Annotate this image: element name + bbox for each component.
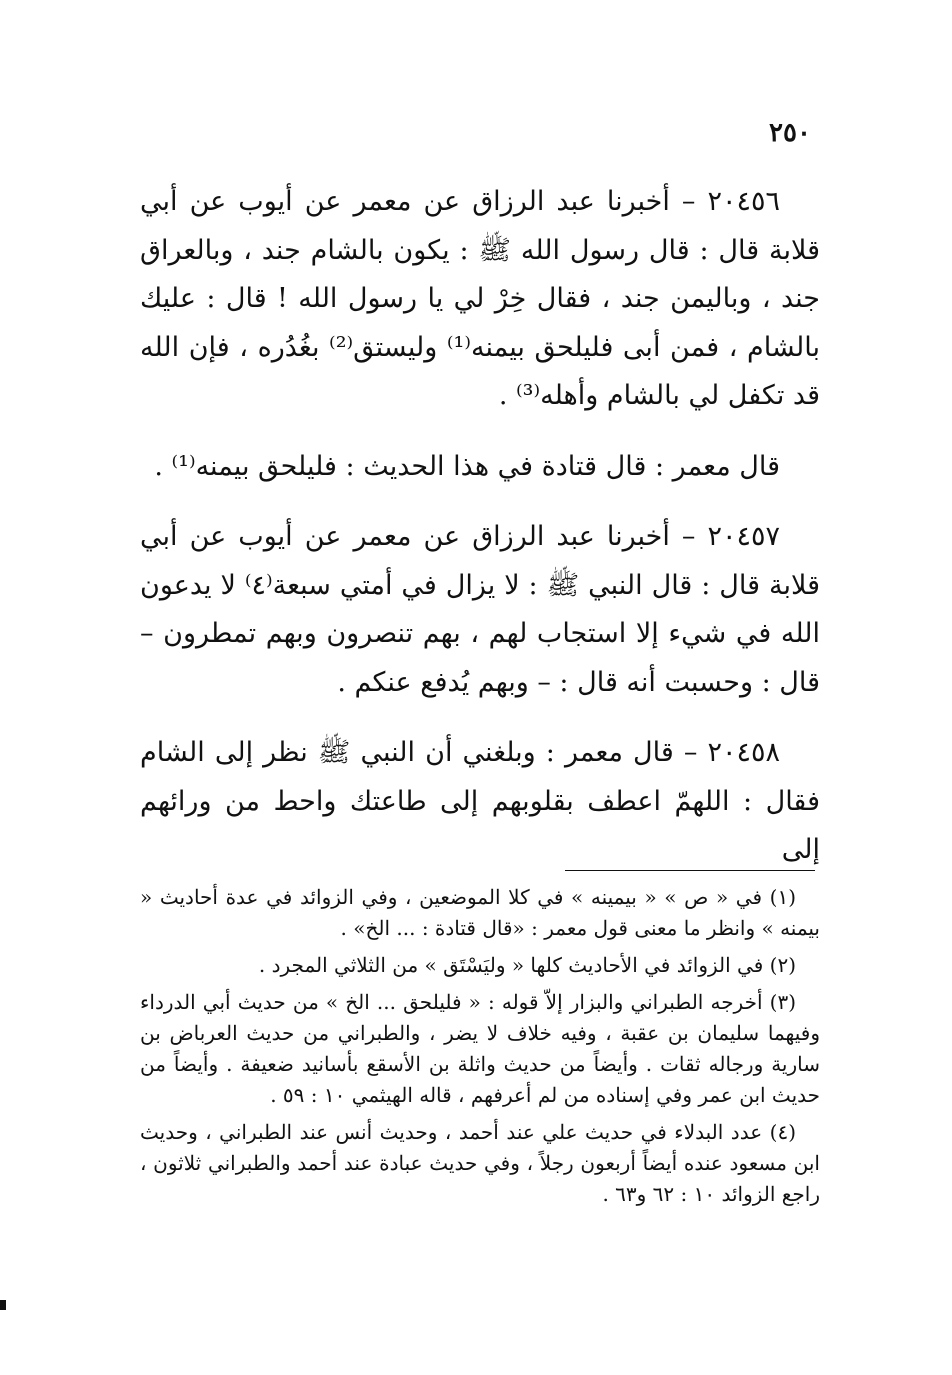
hadith-20458: ٢٠٤٥٨ – قال معمر : وبلغني أن النبي ﷺ نظر إلى الشام فقال : اللهمّ اعطف بقلوبهم إلى طاعتك واحط من ورائهم إلى	[140, 737, 820, 865]
footnote-2: (٢) في الزوائد في الأحاديث كلها « وليَسْتَق » من الثلاثي المجرد .	[258, 953, 796, 977]
page-number: ٢٥٠	[769, 118, 811, 148]
scan-mark	[0, 1300, 6, 1310]
hadith-20456: ٢٠٤٥٦ – أخبرنا عبد الرزاق عن معمر عن أيوب عن أبي قلابة قال : قال رسول الله ﷺ : يكون بالشام جند ، وبالعراق جند ، وباليمن جند ، فقال خِرْ لي يا رسول الله ! قال : عليك بالشام ، فمن أبى فليلحق بيمنه⁽¹⁾ وليستق⁽²⁾ بغُدُره ، فإن الله قد تكفل لي بالشام وأهله⁽³⁾ .	[140, 186, 820, 411]
footnote-divider	[565, 870, 815, 871]
footnotes	[140, 882, 820, 1216]
footnote-3: (٣) أخرجه الطبراني والبزار إلاّ قوله : « فليلحق ... الخ » من حديث أبي الدرداء وفيهما سليمان بن عقبة ، وفيه خلاف لا يضر ، والطبراني من حديث العرباض بن سارية ورجاله ثقات . وأيضاً من حديث واثلة بن الأسقع بأسانيد ضعيفة . وأيضاً من حديث ابن عمر وفي إسناده من لم أعرفهم ، قاله الهيثمي ١٠ : ٥٩ .	[140, 990, 820, 1107]
footnote-4: (٤) عدد البدلاء في حديث علي عند أحمد ، وحديث أنس عند الطبراني ، وحديث ابن مسعود عنده أيضاً أربعون رجلاً ، وفي حديث عبادة عند أحمد والطبراني ثلاثون ، راجع الزوائد ١٠ : ٦٢ و٦٣ .	[140, 1120, 820, 1206]
qatada-note: قال معمر : قال قتادة في هذا الحديث : فليلحق بيمنه⁽¹⁾ .	[154, 450, 780, 482]
footnote-1: (١) في « ص » « بيمينه » في كلا الموضعين ، وفي الزوائد في عدة أحاديث « بيمنه » وانظر ما معنى قول معمر : «قال قتادة : ... الخ» .	[140, 885, 820, 940]
main-text	[140, 178, 820, 897]
hadith-20457: ٢٠٤٥٧ – أخبرنا عبد الرزاق عن معمر عن أيوب عن أبي قلابة قال : قال النبي ﷺ : لا يزال في أمتي سبعة⁽٤⁾ لا يدعون الله في شيء إلا استجاب لهم ، بهم تنصرون وبهم تمطرون – قال : وحسبت أنه قال : – وبهم يُدفع عنكم .	[140, 521, 820, 698]
